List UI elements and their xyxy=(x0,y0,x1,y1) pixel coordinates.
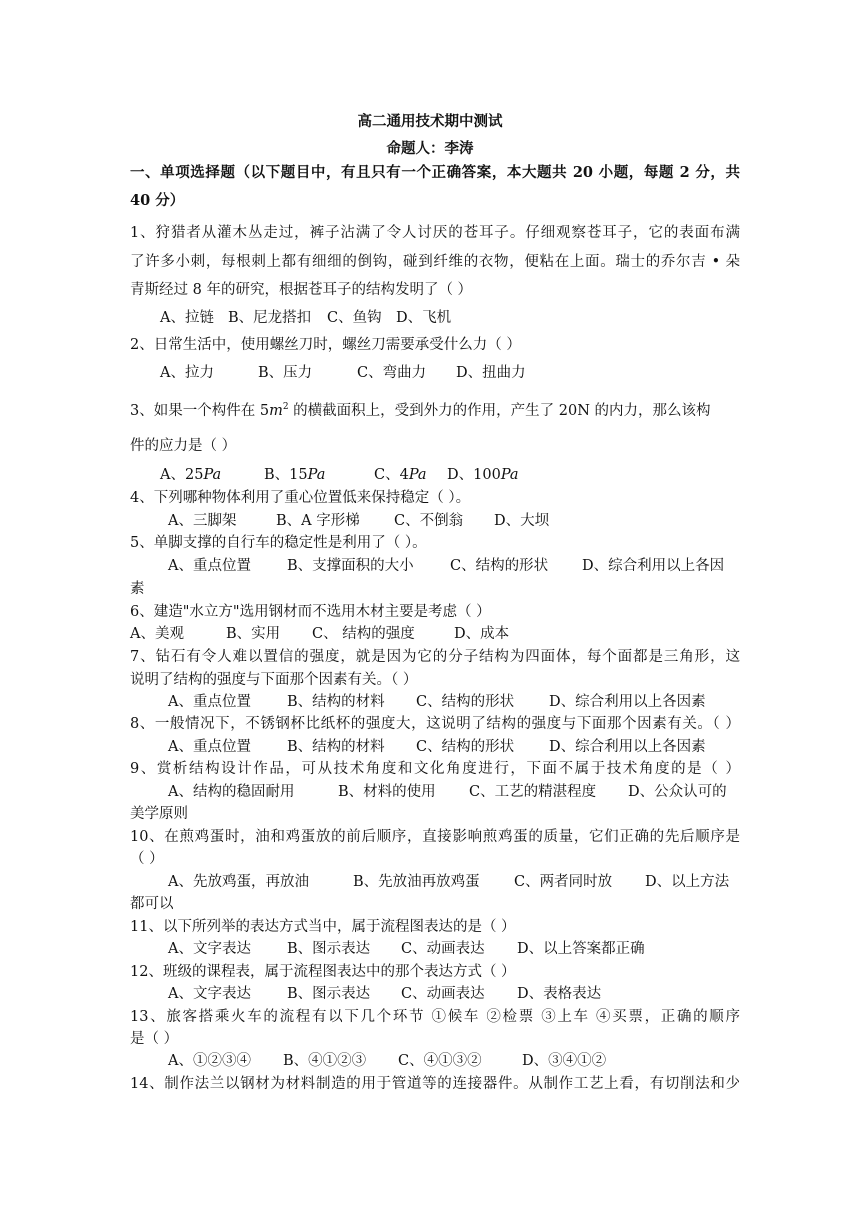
q5-option-b[interactable]: B、支撑面积的大小 xyxy=(287,558,414,574)
q9-option-b[interactable]: B、材料的使用 xyxy=(338,784,436,800)
q4-option-a[interactable]: A、三脚架 xyxy=(168,513,237,529)
q3-unit-m: m xyxy=(269,402,283,419)
q8-option-d[interactable]: D、综合利用以上各因素 xyxy=(549,739,706,755)
q13-options xyxy=(0,1054,860,1070)
q5-option-c[interactable]: C、结构的形状 xyxy=(450,558,549,574)
q3-option-c-unit: Pa xyxy=(408,467,427,483)
q6-option-c[interactable]: C、 结构的强度 xyxy=(312,626,415,642)
q3-text-part-1: 3、如果一个构件在 5 xyxy=(130,402,270,419)
q13-option-b[interactable]: B、④①②③ xyxy=(283,1053,367,1069)
q4-options xyxy=(0,514,860,530)
q13-text-line-1: 13、旅客搭乘火车的流程有以下几个环节 ①候车 ②检票 ③上车 ④买票，正确的顺序 xyxy=(130,1009,740,1025)
q10-options xyxy=(0,875,860,891)
exam-title: 高二通用技术期中测试 xyxy=(357,113,503,130)
q5-option-a[interactable]: A、重点位置 xyxy=(168,558,251,574)
q13-text-line-2: 是（ ） xyxy=(130,1031,179,1047)
q1-option-d[interactable]: D、飞机 xyxy=(396,310,452,326)
q10-text-line-2: （ ） xyxy=(130,851,164,867)
q11-option-b[interactable]: B、图示表达 xyxy=(287,941,371,957)
q8-option-c[interactable]: C、结构的形状 xyxy=(416,739,515,755)
q9-text-line-3: 美学原则 xyxy=(130,806,188,822)
q3-unit-exponent: 2 xyxy=(282,402,289,412)
q8-option-a[interactable]: A、重点位置 xyxy=(168,739,251,755)
q9-option-d[interactable]: D、公众认可的 xyxy=(628,784,727,800)
q10-text-line-4: 都可以 xyxy=(130,896,174,912)
q3-text-line-2: 件的应力是（ ） xyxy=(130,438,237,454)
q12-option-d[interactable]: D、表格表达 xyxy=(517,986,602,1002)
q3-options xyxy=(0,468,860,484)
q5-text-line-3: 素 xyxy=(130,581,145,597)
q2-text-line-1: 2、日常生活中，使用螺丝刀时，螺丝刀需要承受什么力（ ） xyxy=(130,337,521,353)
q12-options xyxy=(0,987,860,1003)
q1-option-a[interactable]: A、拉链 xyxy=(160,310,214,326)
q6-option-a[interactable]: A、美观 xyxy=(130,626,184,642)
q9-option-c[interactable]: C、工艺的精湛程度 xyxy=(469,784,597,800)
q3-option-a-value: A、25 xyxy=(160,467,204,483)
q1-options xyxy=(0,311,860,327)
q3-option-d[interactable] xyxy=(447,468,519,483)
q13-option-d[interactable]: D、③④①② xyxy=(522,1053,607,1069)
q11-option-c[interactable]: C、动画表达 xyxy=(401,941,485,957)
exam-author: 命题人：李涛 xyxy=(386,140,474,157)
q1-text-line-3: 青斯经过 8 年的研究，根据苍耳子的结构发明了（ ） xyxy=(130,282,473,298)
q1-text-line-2: 了许多小刺，每根刺上都有细细的倒钩，碰到纤维的衣物，便粘在上面。瑞士的乔尔吉 • 朵 xyxy=(130,254,740,270)
q2-option-d[interactable]: D、扭曲力 xyxy=(456,365,526,381)
q1-text-line-1: 1、狩猎者从灌木丛走过，裤子沾满了令人讨厌的苍耳子。仔细观察苍耳子，它的表面布满 xyxy=(130,225,740,241)
q3-option-b-value: B、15 xyxy=(264,467,308,483)
q7-text-line-1: 7、钻石有令人难以置信的强度，就是因为它的分子结构为四面体，每个面都是三角形，这 xyxy=(130,649,740,665)
section-heading-line-1: 一、单项选择题（以下题目中，有且只有一个正确答案，本大题共 20 小题，每题 2 分，共 xyxy=(130,164,740,181)
q1-option-c[interactable]: C、鱼钩 xyxy=(327,310,382,326)
q3-option-a-unit: Pa xyxy=(203,467,222,483)
q8-options xyxy=(0,740,860,756)
q7-options xyxy=(0,695,860,711)
q4-text-line-1: 4、下列哪种物体利用了重心位置低来保持稳定（ ）。 xyxy=(130,490,471,506)
q2-option-a[interactable]: A、拉力 xyxy=(160,365,214,381)
q2-options xyxy=(0,366,860,382)
q10-option-d[interactable]: D、以上方法 xyxy=(645,874,730,890)
q10-text-line-1: 10、在煎鸡蛋时，油和鸡蛋放的前后顺序，直接影响煎鸡蛋的质量，它们正确的先后顺序是 xyxy=(130,829,740,845)
q2-option-c[interactable]: C、弯曲力 xyxy=(357,365,427,381)
q13-option-a[interactable]: A、①②③④ xyxy=(168,1053,251,1069)
q12-option-a[interactable]: A、文字表达 xyxy=(168,986,251,1002)
q3-option-d-value: D、100 xyxy=(447,467,501,483)
q3-option-b-unit: Pa xyxy=(307,467,326,483)
q8-text-line-1: 8、一般情况下，不锈钢杯比纸杯的强度大，这说明了结构的强度与下面那个因素有关。（ ） xyxy=(130,716,740,732)
q9-option-a[interactable]: A、结构的稳固耐用 xyxy=(168,784,295,800)
q7-option-c[interactable]: C、结构的形状 xyxy=(416,694,515,710)
q12-option-b[interactable]: B、图示表达 xyxy=(287,986,371,1002)
q9-options xyxy=(0,785,860,801)
q10-option-a[interactable]: A、先放鸡蛋，再放油 xyxy=(168,874,309,890)
q12-text-line-1: 12、班级的课程表，属于流程图表达中的那个表达方式（ ） xyxy=(130,964,516,980)
q5-option-d[interactable]: D、综合利用以上各因 xyxy=(582,558,725,574)
q13-option-c[interactable]: C、④①③② xyxy=(398,1053,482,1069)
q4-option-c[interactable]: C、不倒翁 xyxy=(394,513,464,529)
q9-text-line-1: 9、赏析结构设计作品，可从技术角度和文化角度进行，下面不属于技术角度的是（ ） xyxy=(130,761,740,777)
q3-option-d-unit: Pa xyxy=(500,467,519,483)
q10-option-b[interactable]: B、先放油再放鸡蛋 xyxy=(353,874,480,890)
q8-option-b[interactable]: B、结构的材料 xyxy=(287,739,385,755)
q3-text-line-1 xyxy=(130,403,740,418)
q11-option-d[interactable]: D、以上答案都正确 xyxy=(517,941,645,957)
q11-options xyxy=(0,942,860,958)
q1-option-b[interactable]: B、尼龙搭扣 xyxy=(228,310,312,326)
q11-text-line-1: 11、以下所列举的表达方式当中，属于流程图表达的是（ ） xyxy=(130,919,516,935)
q5-options xyxy=(0,559,860,575)
q7-option-a[interactable]: A、重点位置 xyxy=(168,694,251,710)
q3-option-b[interactable] xyxy=(264,468,325,483)
q4-option-d[interactable]: D、大坝 xyxy=(494,513,550,529)
q11-option-a[interactable]: A、文字表达 xyxy=(168,941,251,957)
section-heading-line-2: 40 分） xyxy=(130,192,185,209)
q5-text-line-1: 5、单脚支撑的自行车的稳定性是利用了（ ）。 xyxy=(130,535,427,551)
q6-option-d[interactable]: D、成本 xyxy=(454,626,510,642)
q10-option-c[interactable]: C、两者同时放 xyxy=(514,874,613,890)
q4-option-b[interactable]: B、A 字形梯 xyxy=(276,513,360,529)
q14-text-line-1: 14、制作法兰以钢材为材料制造的用于管道等的连接器件。从制作工艺上看，有切削法和少 xyxy=(130,1076,740,1092)
q3-text-part-2: 的横截面积上，受到外力的作用，产生了 20N 的内力，那么该构 xyxy=(288,402,711,419)
q3-option-c-value: C、4 xyxy=(374,467,409,483)
q3-option-a[interactable] xyxy=(160,468,221,483)
q2-option-b[interactable]: B、压力 xyxy=(258,365,313,381)
q7-option-d[interactable]: D、综合利用以上各因素 xyxy=(549,694,706,710)
q7-text-line-2: 说明了结构的强度与下面那个因素有关。（ ） xyxy=(130,672,418,688)
q6-option-b[interactable]: B、实用 xyxy=(226,626,281,642)
q3-option-c[interactable] xyxy=(374,468,427,483)
q6-text-line-1: 6、建造"水立方"选用钢材而不选用木材主要是考虑（ ） xyxy=(130,604,491,620)
q7-option-b[interactable]: B、结构的材料 xyxy=(287,694,385,710)
q12-option-c[interactable]: C、动画表达 xyxy=(401,986,485,1002)
q6-options xyxy=(0,627,860,643)
